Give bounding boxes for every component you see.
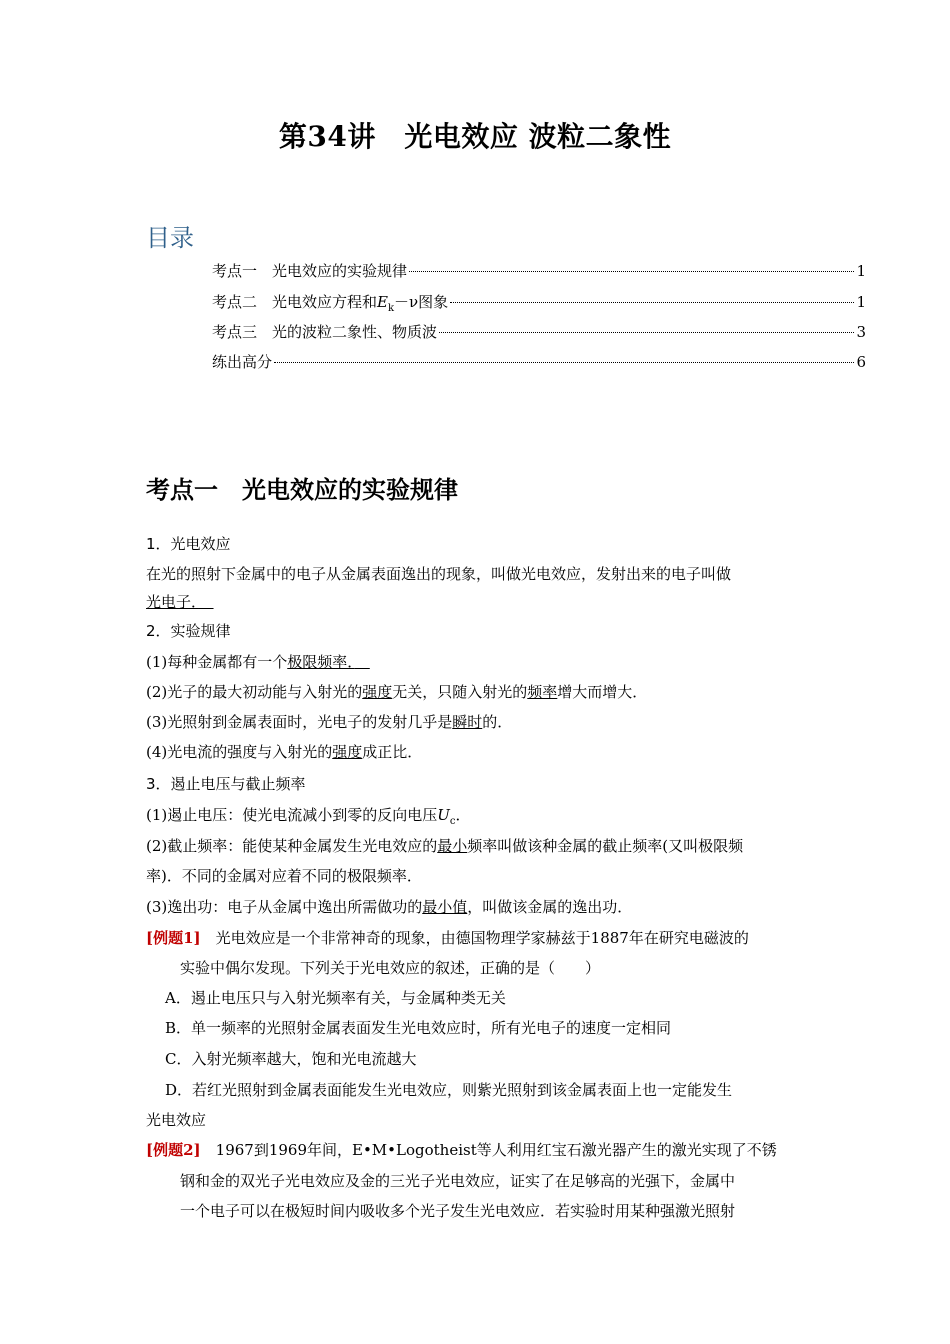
toc-leader	[450, 302, 854, 303]
subsection-heading: 2．实验规律	[146, 622, 231, 640]
toc-page-number: 6	[856, 353, 866, 371]
paragraph-line: 光电子．	[146, 593, 199, 611]
rule-line: (2)光子的最大初动能与入射光的强度无关，只随入射光的频率增大而增大．	[146, 683, 648, 701]
example-label: [例题1]	[146, 929, 201, 947]
option-c[interactable]: C．入射光频率越大，饱和光电流越大	[165, 1050, 417, 1068]
option-d[interactable]: D．若红光照射到金属表面能发生光电效应，则紫光照射到该金属表面上也一定能发生	[165, 1081, 733, 1099]
rule-line: (2)截止频率：能使某种金属发生光电效应的最小频率叫做该种金属的截止频率(又叫极限频	[146, 837, 744, 855]
example-2: [例题2] 1967到1969年间，E•M•Logotheist等人利用红宝石激光器产生的激光实现了不锈	[146, 1141, 777, 1159]
toc-item-label: 考点二 光电效应方程和$E_k-\nu$图象	[212, 293, 449, 314]
subsection-heading: 3．遏止电压与截止频率	[146, 775, 306, 793]
example-line: 钢和金的双光子光电效应及金的三光子光电效应，证实了在足够高的光强下，金属中	[180, 1172, 736, 1190]
option-d-cont: 光电效应	[146, 1111, 207, 1129]
toc-leader	[409, 271, 854, 272]
rule-line: (1)遏止电压：使光电流减小到零的反向电压$U_c$．	[146, 806, 471, 827]
toc-item-3[interactable]	[212, 321, 866, 343]
page-title: 第34讲 光电效应 波粒二象性	[278, 120, 672, 153]
toc-item-2[interactable]	[212, 291, 866, 313]
option-a[interactable]: A．遏止电压只与入射光频率有关，与金属种类无关	[165, 989, 506, 1007]
rule-line: (1)每种金属都有一个极限频率．	[146, 653, 355, 671]
rule-line: (3)逸出功：电子从金属中逸出所需做功的最小值，叫做该金属的逸出功．	[146, 898, 633, 916]
rule-line: (4)光电流的强度与入射光的强度成正比．	[146, 743, 423, 761]
toc-leader	[274, 362, 854, 363]
toc-page-number: 1	[856, 293, 866, 311]
option-b[interactable]: B．单一频率的光照射金属表面发生光电效应时，所有光电子的速度一定相同	[165, 1019, 672, 1037]
example-line: 一个电子可以在极短时间内吸收多个光子发生光电效应．若实验时用某种强激光照射	[180, 1202, 736, 1220]
toc-item-label: 练出高分	[212, 353, 273, 371]
toc-page-number: 3	[856, 323, 866, 341]
paragraph-line: 在光的照射下金属中的电子从金属表面逸出的现象，叫做光电效应，发射出来的电子叫做	[146, 565, 732, 583]
rule-line: 率)．不同的金属对应着不同的极限频率．	[146, 867, 422, 885]
rule-line: (3)光照射到金属表面时，光电子的发射几乎是瞬时的．	[146, 713, 513, 731]
section-heading: 考点一 光电效应的实验规律	[146, 475, 458, 504]
example-label: [例题2]	[146, 1141, 201, 1159]
example-1: [例题1] 光电效应是一个非常神奇的现象，由德国物理学家赫兹于1887年在研究电磁波的	[146, 929, 749, 947]
toc-heading: 目录	[146, 224, 194, 252]
toc-leader	[439, 332, 854, 333]
subsection-heading: 1．光电效应	[146, 535, 231, 553]
toc-item-1[interactable]	[212, 260, 866, 282]
toc-item-label: 考点一 光电效应的实验规律	[212, 262, 408, 280]
toc-item-label: 考点三 光的波粒二象性、物质波	[212, 323, 438, 341]
example-line: 实验中偶尔发现。下列关于光电效应的叙述，正确的是（ ）	[180, 959, 601, 977]
toc-page-number: 1	[856, 262, 866, 280]
toc-item-4[interactable]	[212, 351, 866, 373]
